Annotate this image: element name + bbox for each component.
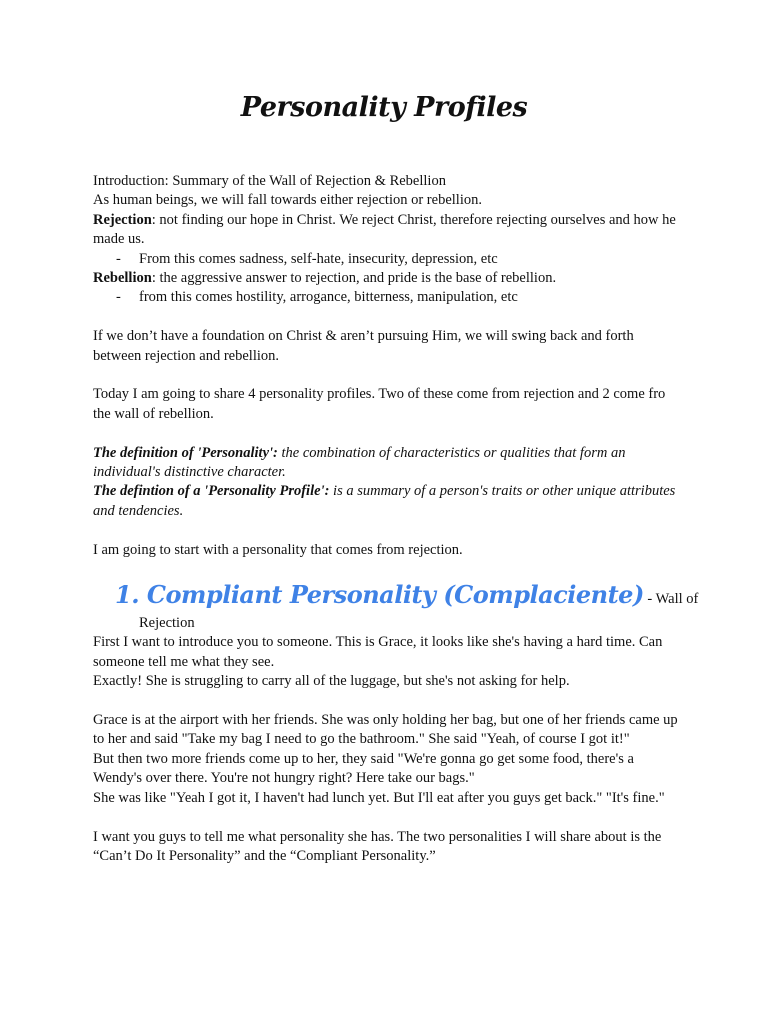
today-paragraph: Today I am going to share 4 personality profiles. Two of these come from rejection and 2 come fro the wall of rebellion. — [93, 386, 666, 422]
rebellion-bullet — [93, 288, 678, 307]
section-paragraph: She was like "Yeah I got it, I haven't had lunch yet. But I'll eat after you guys get back." "It's fine." — [93, 789, 665, 806]
section-heading — [93, 576, 699, 614]
rebellion-text: : the aggressive answer to rejection, and pride is the base of rebellion. — [151, 270, 557, 287]
rejection-definition — [93, 211, 678, 250]
page-title: Personality Profiles — [240, 92, 528, 123]
intro-line-1: Introduction: Summary of the Wall of Rejection & Rebellion — [93, 173, 446, 189]
rejection-bullet — [93, 250, 678, 269]
intro-line-2: As human beings, we will fall towards either rejection or rebellion. — [93, 192, 482, 209]
rebellion-bullet-text: from this comes hostility, arrogance, bitterness, manipulation, etc — [139, 289, 518, 306]
foundation-paragraph: If we don’t have a foundation on Christ & aren’t pursuing Him, we will swing back and forth between rejection and rebellion. — [93, 328, 634, 364]
rejection-text: : not finding our hope in Christ. We reject Christ, therefore rejecting ourselves and how he made us. — [93, 211, 676, 248]
section-paragraph: First I want to introduce you to someone. This is Grace, it looks like she's having a hard time. Can someone tell me what they see. — [93, 634, 663, 670]
document-body — [93, 172, 699, 866]
section-paragraph: But then two more friends come up to her, they said "We're gonna go get some food, there's a Wendy's over there. You're not hungry right? Here take our bags." — [93, 750, 634, 787]
bullet-marker: - — [116, 250, 121, 267]
section-paragraph: I want you guys to tell me what personality she has. The two personalities I will share about is the “Can’t Do It Personality” and the “Compliant Personality.” — [93, 828, 662, 864]
definition-text: is a summary of a person's traits or other unique attributes and tendencies. — [93, 483, 676, 519]
rebellion-term: Rebellion — [93, 270, 152, 287]
rebellion-definition — [93, 269, 678, 288]
definition-term: The defintion of a 'Personality Profile': — [93, 483, 330, 500]
definition-text: the combination of characteristics or qualities that form an individual's distinctive character. — [93, 444, 626, 481]
profile-definition — [93, 482, 678, 521]
personality-definition — [93, 444, 678, 483]
definition-term: The definition of 'Personality': — [93, 444, 278, 461]
section-heading-suffix: - Wall of — [643, 591, 699, 608]
bullet-marker: - — [116, 289, 121, 306]
section-heading-title: 1. Compliant Personality (Complaciente) — [115, 580, 644, 610]
start-paragraph: I am going to start with a personality that comes from rejection. — [93, 541, 463, 558]
section-paragraph: Exactly! She is struggling to carry all of the luggage, but she's not asking for help. — [93, 673, 570, 690]
rejection-term: Rejection — [93, 211, 152, 228]
rejection-bullet-text: From this comes sadness, self-hate, insecurity, depression, etc — [139, 250, 498, 267]
section-heading-suffix-cont: Rejection — [139, 615, 195, 632]
section-paragraph: Grace is at the airport with her friends. She was only holding her bag, but one of her friends came up to her and said "Take my bag I need to go the bathroom." She said "Yeah, of course I got it!" — [93, 712, 678, 748]
